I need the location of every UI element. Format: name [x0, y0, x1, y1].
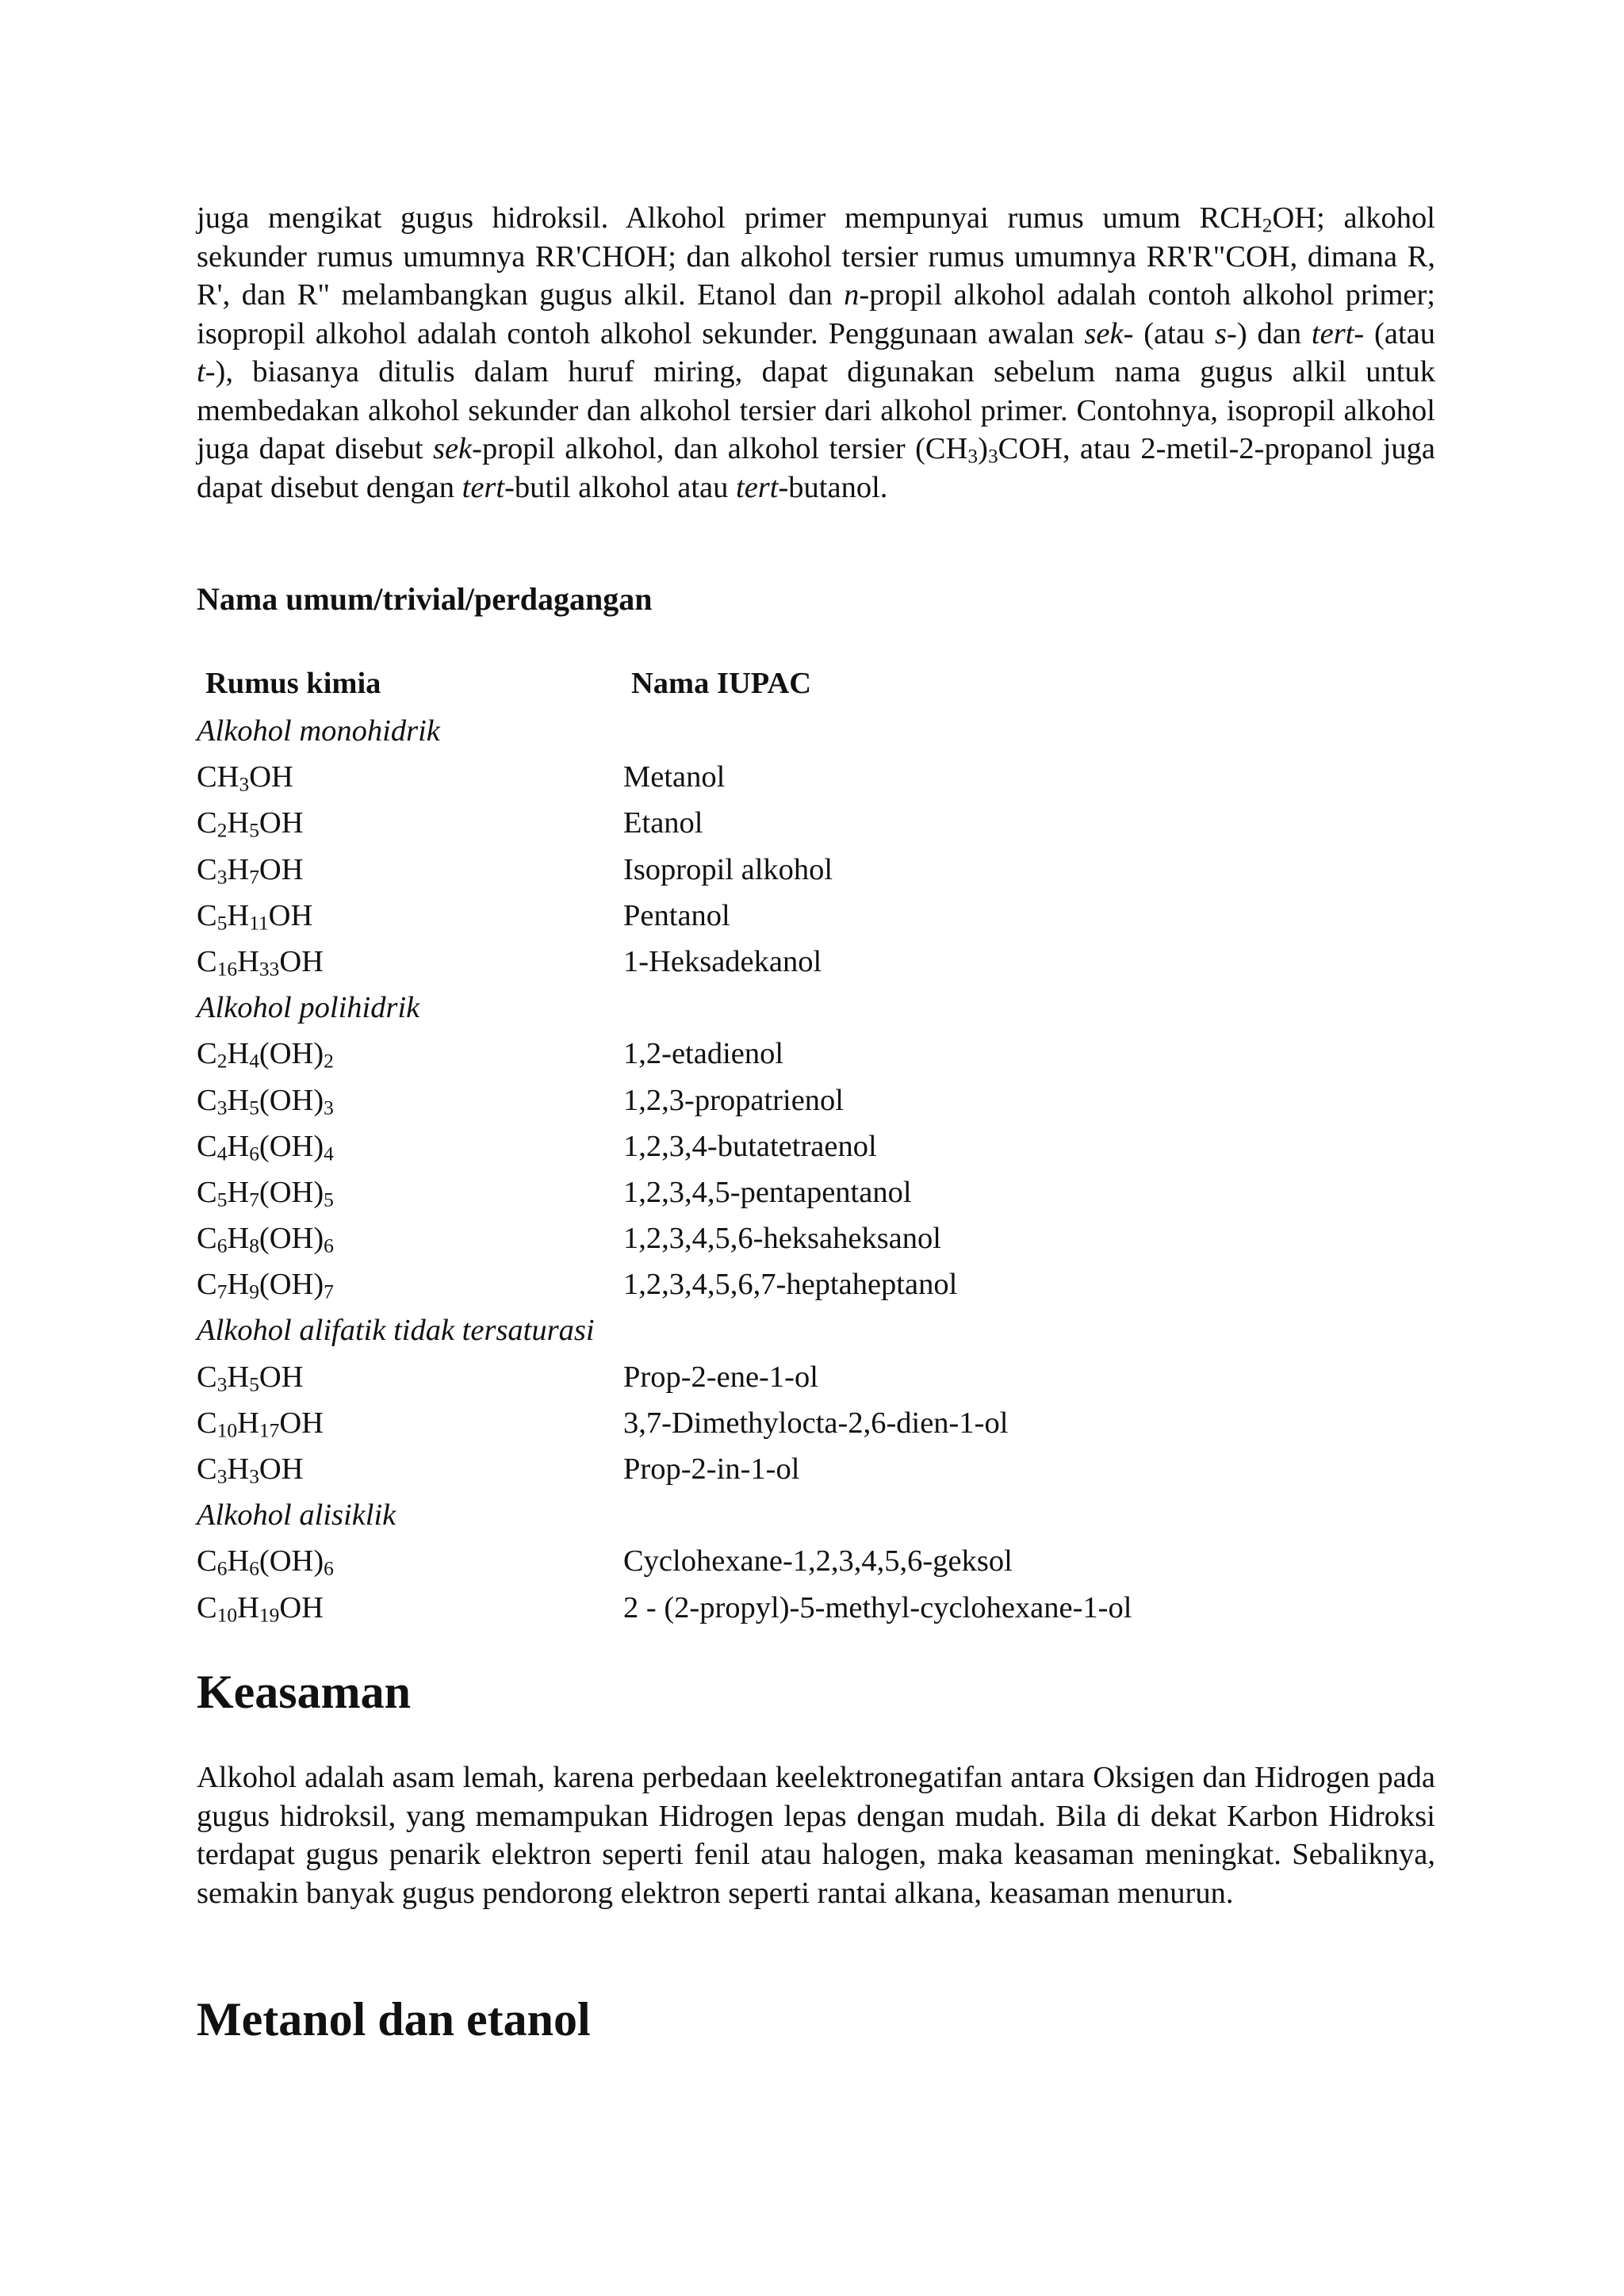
- table-row: [197, 1261, 1435, 1307]
- chemical-formula: $C_3H_7OH$: [197, 852, 304, 889]
- section-heading-nama: Nama umum/trivial/perdagangan: [197, 581, 653, 617]
- chemical-formula: $CH_3OH$: [197, 760, 293, 796]
- chemical-formula: $C_{10}H_{17}OH$: [197, 1406, 324, 1442]
- iupac-name: 1,2,3,4-butatetraenol: [623, 1129, 877, 1163]
- iupac-name: 2 - (2-propyl)-5-methyl-cyclohexane-1-ol: [623, 1590, 1132, 1624]
- category-label: Alkohol monohidrik: [197, 714, 440, 748]
- table-row: [197, 1077, 1435, 1123]
- table-row: [197, 1031, 1435, 1077]
- iupac-name: Pentanol: [623, 898, 730, 932]
- alcohol-names-table: [197, 708, 1435, 1631]
- iupac-name: 1,2,3,4,5,6-heksaheksanol: [623, 1222, 941, 1256]
- section-heading-keasaman: Keasaman: [197, 1666, 411, 1718]
- chemical-formula: $C_6H_6(OH)_6$: [197, 1544, 334, 1580]
- iupac-name: Cyclohexane-1,2,3,4,5,6-geksol: [623, 1544, 1013, 1578]
- chemical-formula: $C_2H_4(OH)_2$: [197, 1037, 334, 1073]
- chemical-formula: $C_{16}H_{33}OH$: [197, 944, 324, 981]
- category-label: Alkohol polihidrik: [197, 991, 420, 1025]
- chemical-formula: $C_2H_5OH$: [197, 806, 304, 842]
- category-row: [197, 985, 1435, 1031]
- iupac-name: 1,2,3-propatrienol: [623, 1083, 844, 1117]
- iupac-name: Prop-2-ene-1-ol: [623, 1360, 818, 1394]
- chemical-formula: $C_7H_9(OH)_7$: [197, 1268, 334, 1303]
- iupac-name: 1-Heksadekanol: [623, 944, 822, 978]
- table-row: [197, 1446, 1435, 1492]
- iupac-name: 3,7-Dimethylocta-2,6-dien-1-ol: [623, 1406, 1009, 1440]
- intro-paragraph: juga mengikat gugus hidroksil. Alkohol primer mempunyai rumus umum $RCH_2OH$; alkohol sekunder rumus umumnya RR'CHOH; dan alkohol tersier rumus umumnya RR'R"COH, dimana R, R', dan R" melambangkan gugus alkil. Etanol dan n-propil alkohol adalah contoh alkohol primer; isopropil alkohol adalah contoh alkohol sekunder. Penggunaan awalan sek- (atau s-) dan tert- (atau t-), biasanya ditulis dalam huruf miring, dapat digunakan sebelum nama gugus alkil untuk membedakan alkohol sekunder dan alkohol tersier dari alkohol primer. Contohnya, isopropil alkohol juga dapat disebut sek-propil alkohol, dan alkohol tersier $(CH_3)_3COH$, atau 2-metil-2-propanol juga dapat disebut dengan tert-butil alkohol atau tert-butanol.: [197, 201, 1436, 504]
- chemical-formula: $C_3H_3OH$: [197, 1452, 304, 1488]
- category-row: [197, 1307, 1435, 1353]
- category-label: Alkohol alisiklik: [197, 1498, 396, 1533]
- table-row: [197, 1123, 1435, 1169]
- iupac-name: Prop-2-in-1-ol: [623, 1452, 800, 1486]
- table-row: [197, 754, 1435, 800]
- table-row: [197, 1585, 1435, 1631]
- chemical-formula: $C_5H_7(OH)_5$: [197, 1175, 334, 1211]
- table-row: [197, 1354, 1435, 1400]
- section-heading-metanol: Metanol dan etanol: [197, 1993, 591, 2045]
- chemical-formula: $C_6H_8(OH)_6$: [197, 1222, 334, 1257]
- table-row: [197, 893, 1435, 939]
- chemical-formula: $C_3H_5OH$: [197, 1360, 304, 1396]
- category-row: [197, 708, 1435, 754]
- iupac-name: 1,2-etadienol: [623, 1037, 784, 1071]
- column-header-formula: Rumus kimia: [205, 667, 381, 700]
- table-row: [197, 939, 1435, 985]
- chemical-formula: $C_4H_6(OH)_4$: [197, 1129, 334, 1165]
- table-row: [197, 800, 1435, 846]
- category-row: [197, 1492, 1435, 1538]
- table-row: [197, 847, 1435, 893]
- keasaman-paragraph: Alkohol adalah asam lemah, karena perbedaan keelektronegatifan antara Oksigen dan Hidrogen pada gugus hidroksil, yang memampukan Hidrogen lepas dengan mudah. Bila di dekat Karbon Hidroksi terdapat gugus penarik elektron seperti fenil atau halogen, maka keasaman meningkat. Sebaliknya, semakin banyak gugus pendorong elektron seperti rantai alkana, keasaman menurun.: [197, 1761, 1435, 1910]
- chemical-formula: $C_{10}H_{19}OH$: [197, 1590, 324, 1627]
- chemical-formula: $C_5H_{11}OH$: [197, 898, 313, 935]
- table-row: [197, 1538, 1435, 1584]
- column-header-iupac: Nama IUPAC: [631, 667, 812, 700]
- table-row: [197, 1400, 1435, 1446]
- iupac-name: 1,2,3,4,5-pentapentanol: [623, 1175, 912, 1209]
- iupac-name: Metanol: [623, 760, 726, 794]
- iupac-name: Etanol: [623, 806, 703, 840]
- iupac-name: Isopropil alkohol: [623, 852, 833, 886]
- chemical-formula: $C_3H_5(OH)_3$: [197, 1083, 334, 1119]
- table-row: [197, 1215, 1435, 1261]
- table-row: [197, 1169, 1435, 1215]
- iupac-name: 1,2,3,4,5,6,7-heptaheptanol: [623, 1268, 958, 1302]
- category-label: Alkohol alifatik tidak tersaturasi: [197, 1314, 595, 1348]
